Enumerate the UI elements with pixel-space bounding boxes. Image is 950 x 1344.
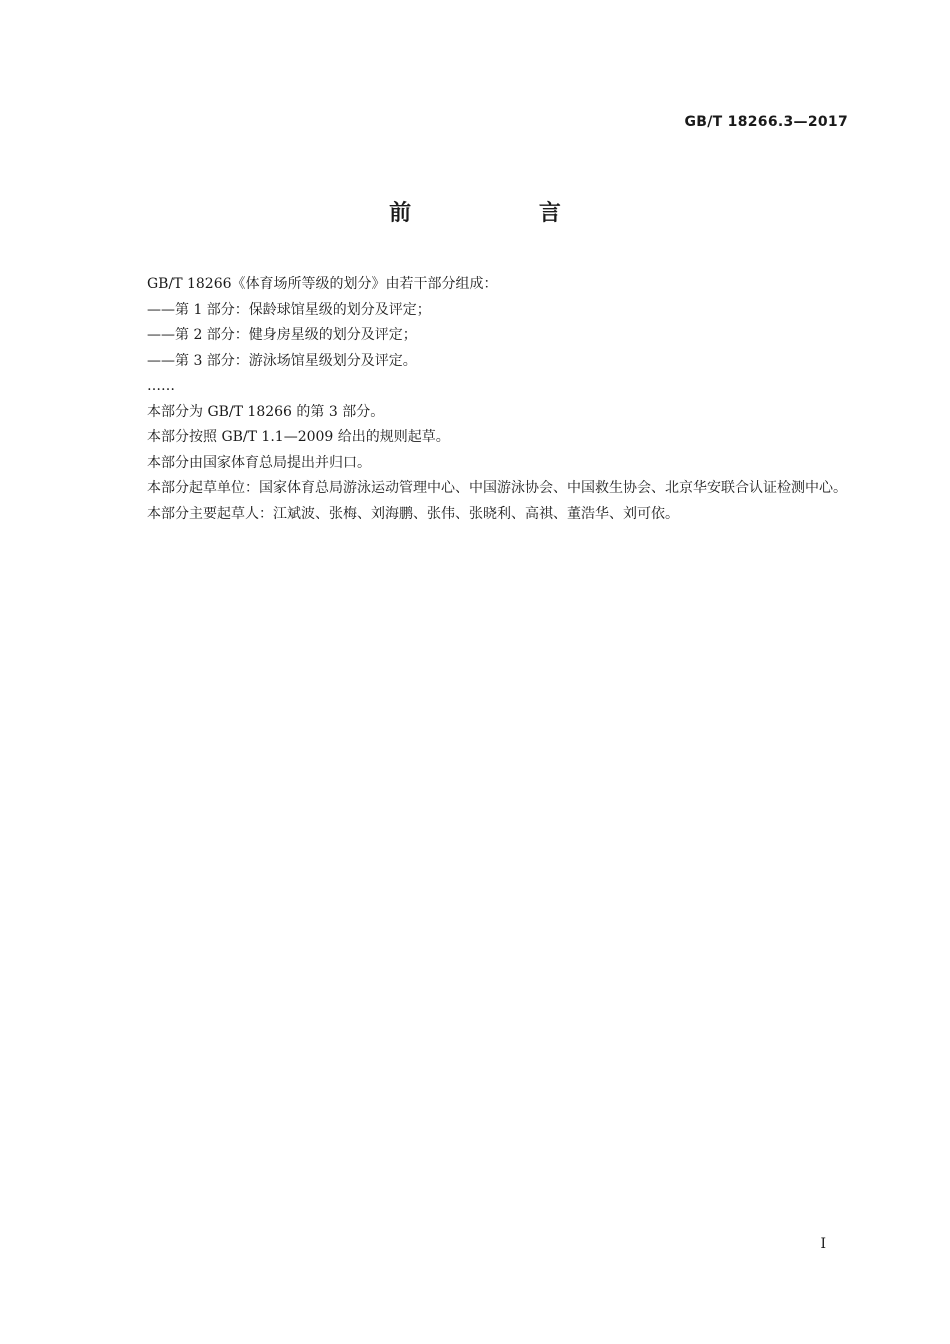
standard-code: GB/T 18266.3—2017 xyxy=(684,114,848,130)
page-title: 前 言 xyxy=(389,201,621,226)
page-number: I xyxy=(820,1236,826,1252)
drafters-paragraph: 本部分主要起草人：江斌波、张梅、刘海鹏、张伟、张晓利、高祺、董浩华、刘可依。 xyxy=(147,505,679,522)
body-paragraph: 本部分由国家体育总局提出并归口。 xyxy=(147,454,371,471)
drafting-units-paragraph: 本部分起草单位：国家体育总局游泳运动管理中心、中国游泳协会、中国救生协会、北京华安联合认证检测中心。 xyxy=(147,480,847,496)
body-paragraph: 本部分按照 GB/T 1.1—2009 给出的规则起草。 xyxy=(147,429,450,445)
intro-paragraph: GB/T 18266《体育场所等级的划分》由若干部分组成： xyxy=(147,276,498,292)
part-list-item: ——第 3 部分：游泳场馆星级划分及评定。 xyxy=(147,352,417,369)
body-paragraph: 本部分为 GB/T 18266 的第 3 部分。 xyxy=(147,403,385,420)
foreword-body xyxy=(113,272,850,527)
part-list-item: ——第 1 部分：保龄球馆星级的划分及评定； xyxy=(147,301,431,318)
part-list-item: ——第 2 部分：健身房星级的划分及评定； xyxy=(147,327,417,343)
part-list-ellipsis: …… xyxy=(147,378,175,394)
